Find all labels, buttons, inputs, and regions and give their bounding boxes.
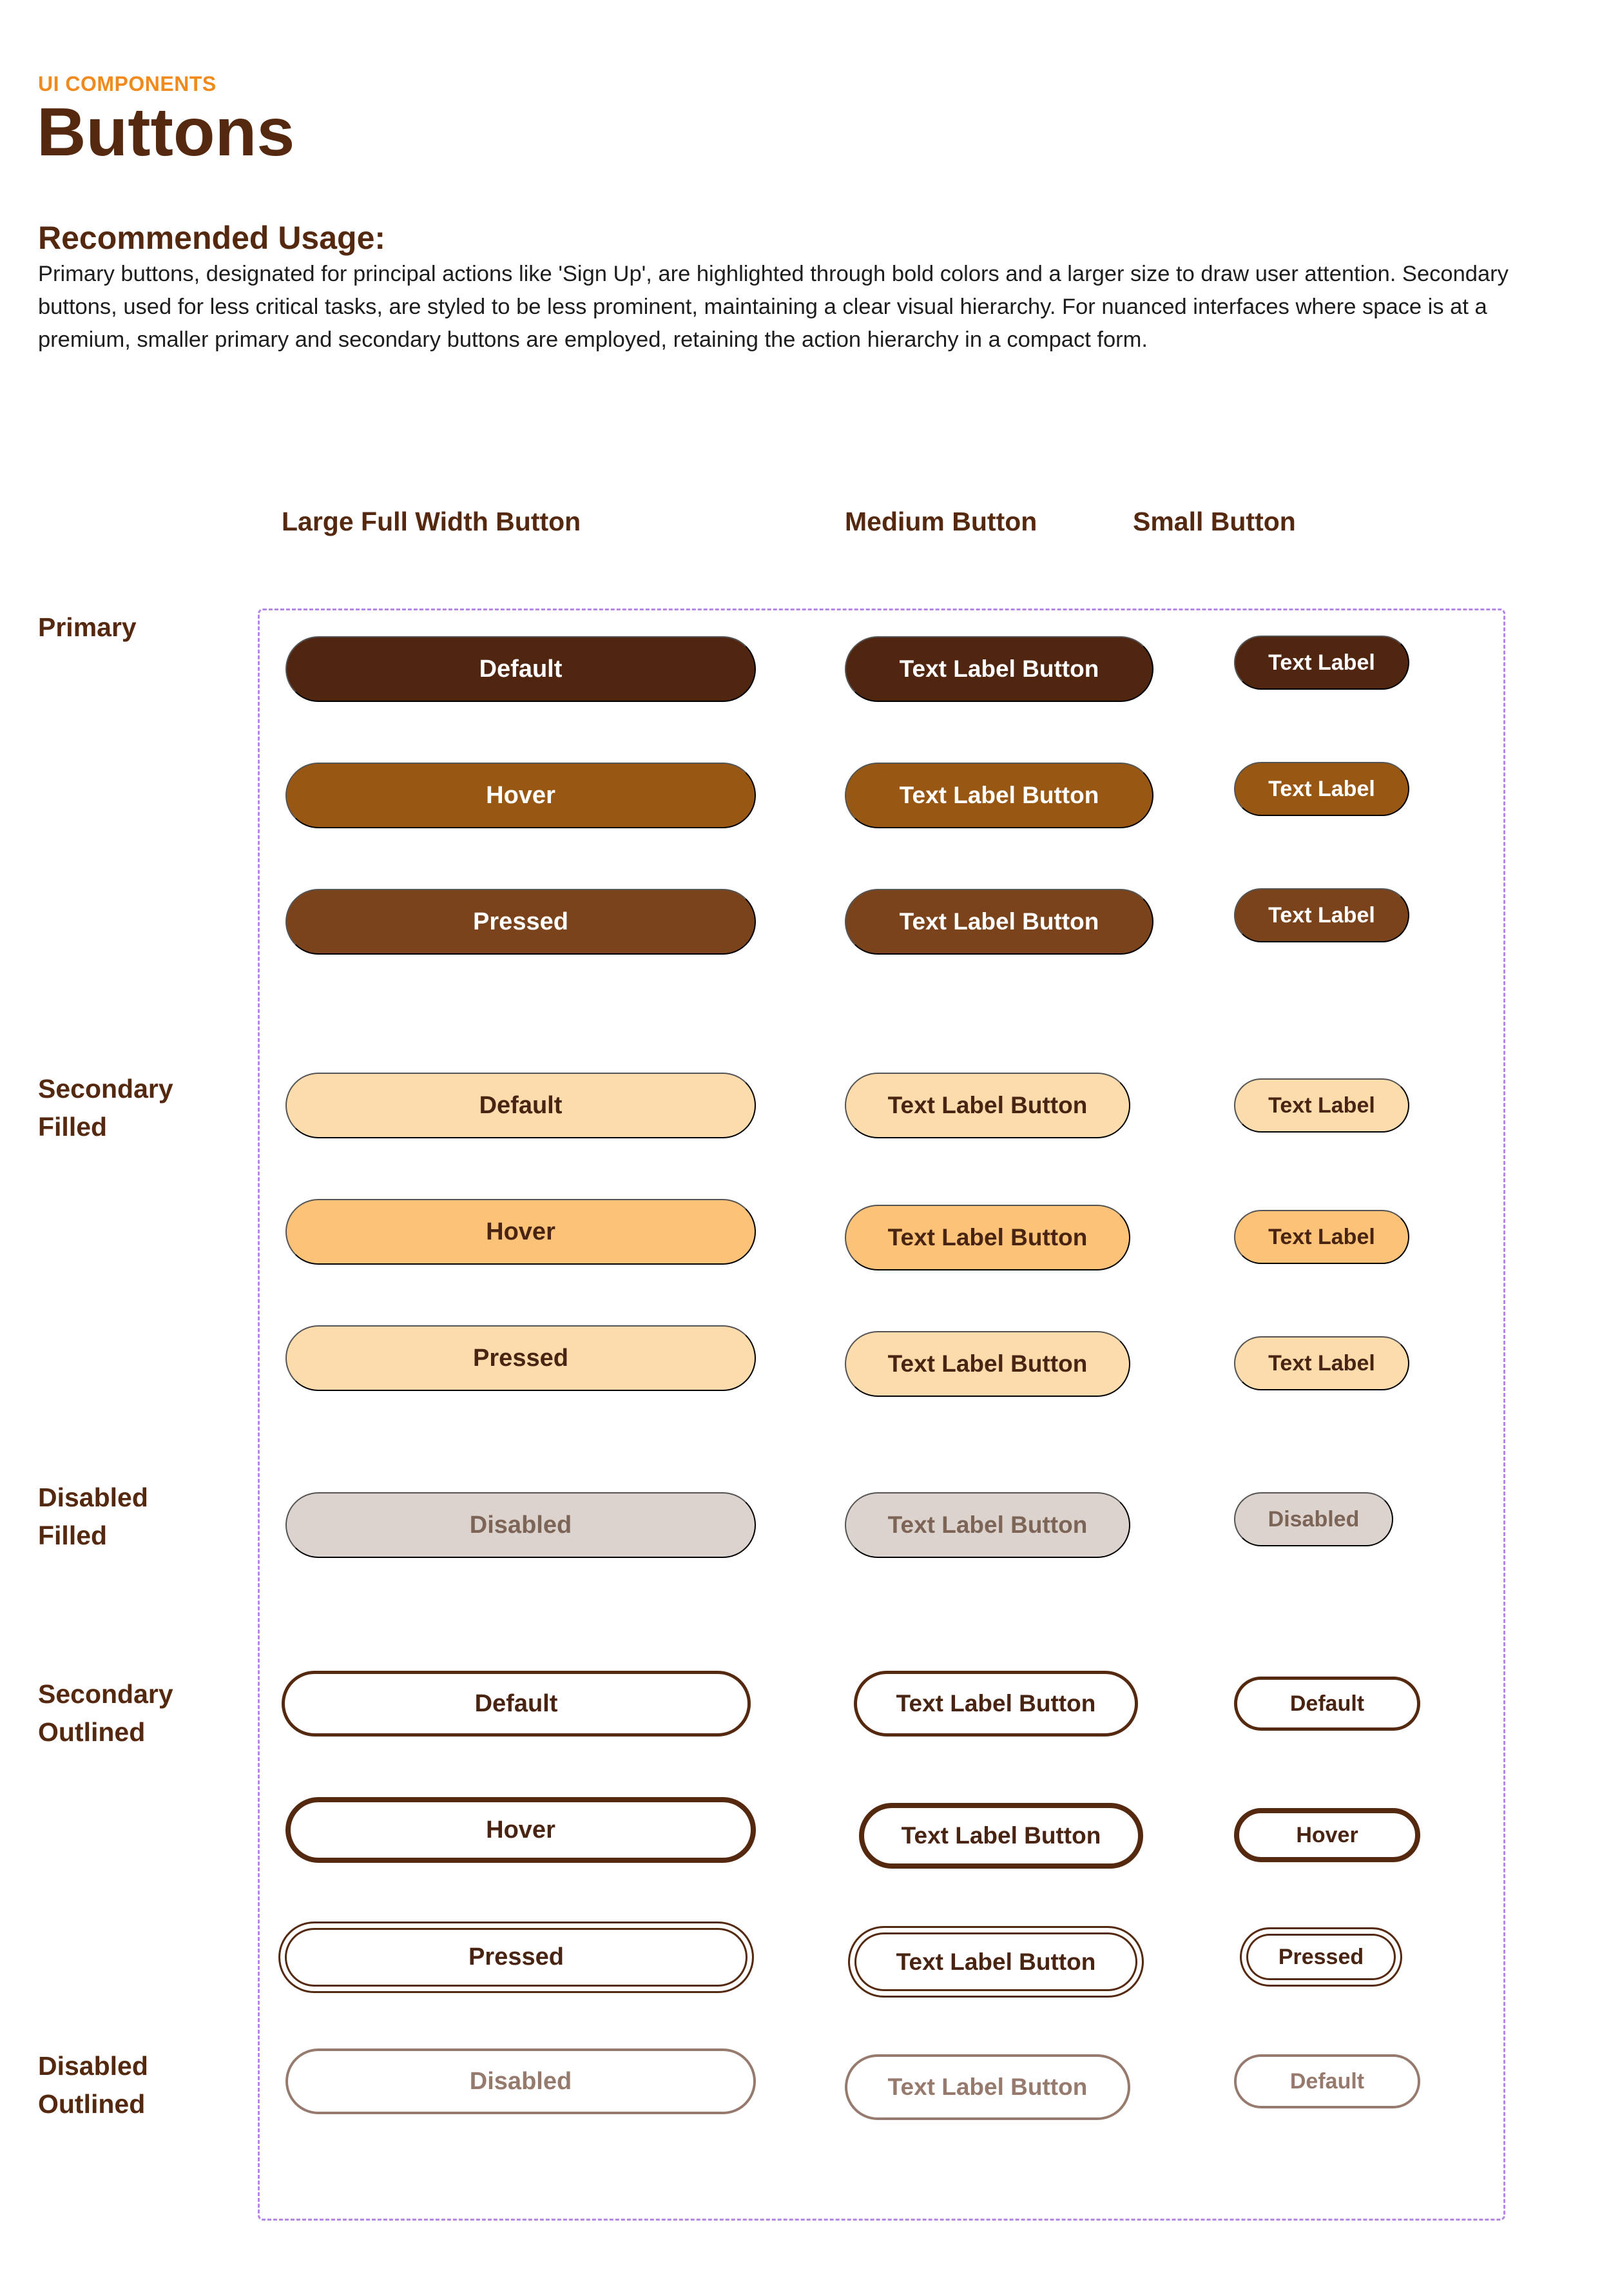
- usage-description: Primary buttons, designated for principal actions like 'Sign Up', are highlighted through bold colors and a larger size to draw user attention. Secondary buttons, used for less critical tasks, are styled to be less prominent, maintaining a clear visual hierarchy. For nuanced interfaces where space is at a premium, smaller primary and secondary buttons are employed, retaining the action hierarchy in a compact form.: [38, 262, 1509, 352]
- primary-hover-large-button[interactable]: Hover: [285, 763, 756, 828]
- disabled-filled-large-button: Disabled: [285, 1492, 756, 1558]
- secondary-filled-hover-medium-button[interactable]: Text Label Button: [845, 1205, 1130, 1270]
- secondary-outlined-pressed-large-button[interactable]: Pressed: [278, 1921, 754, 1993]
- secondary-filled-default-medium-button[interactable]: Text Label Button: [845, 1073, 1130, 1138]
- primary-pressed-small-button[interactable]: Text Label: [1234, 888, 1409, 942]
- disabled-outlined-small-button: Default: [1234, 2054, 1420, 2108]
- primary-pressed-medium-button[interactable]: Text Label Button: [845, 889, 1153, 955]
- secondary-outlined-default-large-button[interactable]: Default: [282, 1671, 751, 1737]
- disabled-outlined-medium-button: Text Label Button: [845, 2054, 1130, 2120]
- section-eyebrow: UI COMPONENTS: [38, 72, 217, 95]
- primary-hover-small-button[interactable]: Text Label: [1234, 762, 1409, 816]
- secondary-outlined-hover-small-button[interactable]: Hover: [1234, 1808, 1420, 1862]
- secondary-outlined-default-small-button[interactable]: Default: [1234, 1677, 1420, 1731]
- secondary-filled-pressed-large-button[interactable]: Pressed: [285, 1325, 756, 1391]
- usage-heading: Recommended Usage:: [38, 220, 386, 256]
- secondary-outlined-hover-large-button[interactable]: Hover: [285, 1797, 756, 1863]
- row-header-disabled-filled: Disabled Filled: [38, 1483, 148, 1550]
- page-title: Buttons: [37, 94, 295, 170]
- secondary-outlined-pressed-small-button[interactable]: Pressed: [1240, 1927, 1402, 1987]
- secondary-filled-pressed-small-button[interactable]: Text Label: [1234, 1336, 1409, 1390]
- column-header-large: Large Full Width Button: [282, 507, 581, 536]
- row-header-secondary-filled: Secondary Filled: [38, 1074, 173, 1142]
- secondary-filled-default-small-button[interactable]: Text Label: [1234, 1078, 1409, 1133]
- disabled-filled-medium-button: Text Label Button: [845, 1492, 1130, 1558]
- secondary-filled-hover-large-button[interactable]: Hover: [285, 1199, 756, 1265]
- disabled-outlined-large-button: Disabled: [285, 2048, 756, 2114]
- secondary-filled-default-large-button[interactable]: Default: [285, 1073, 756, 1138]
- primary-default-medium-button[interactable]: Text Label Button: [845, 636, 1153, 702]
- primary-pressed-large-button[interactable]: Pressed: [285, 889, 756, 955]
- row-header-disabled-outlined: Disabled Outlined: [38, 2051, 148, 2119]
- primary-hover-medium-button[interactable]: Text Label Button: [845, 763, 1153, 828]
- secondary-outlined-pressed-medium-button[interactable]: Text Label Button: [848, 1926, 1144, 1998]
- column-header-small: Small Button: [1133, 507, 1296, 536]
- disabled-filled-small-button: Disabled: [1234, 1492, 1393, 1546]
- row-header-secondary-outlined: Secondary Outlined: [38, 1679, 173, 1747]
- secondary-outlined-default-medium-button[interactable]: Text Label Button: [854, 1671, 1138, 1737]
- column-header-medium: Medium Button: [845, 507, 1037, 536]
- row-header-primary: Primary: [38, 612, 137, 642]
- primary-default-large-button[interactable]: Default: [285, 636, 756, 702]
- primary-default-small-button[interactable]: Text Label: [1234, 636, 1409, 690]
- secondary-filled-hover-small-button[interactable]: Text Label: [1234, 1210, 1409, 1264]
- secondary-outlined-hover-medium-button[interactable]: Text Label Button: [859, 1803, 1143, 1869]
- secondary-filled-pressed-medium-button[interactable]: Text Label Button: [845, 1331, 1130, 1397]
